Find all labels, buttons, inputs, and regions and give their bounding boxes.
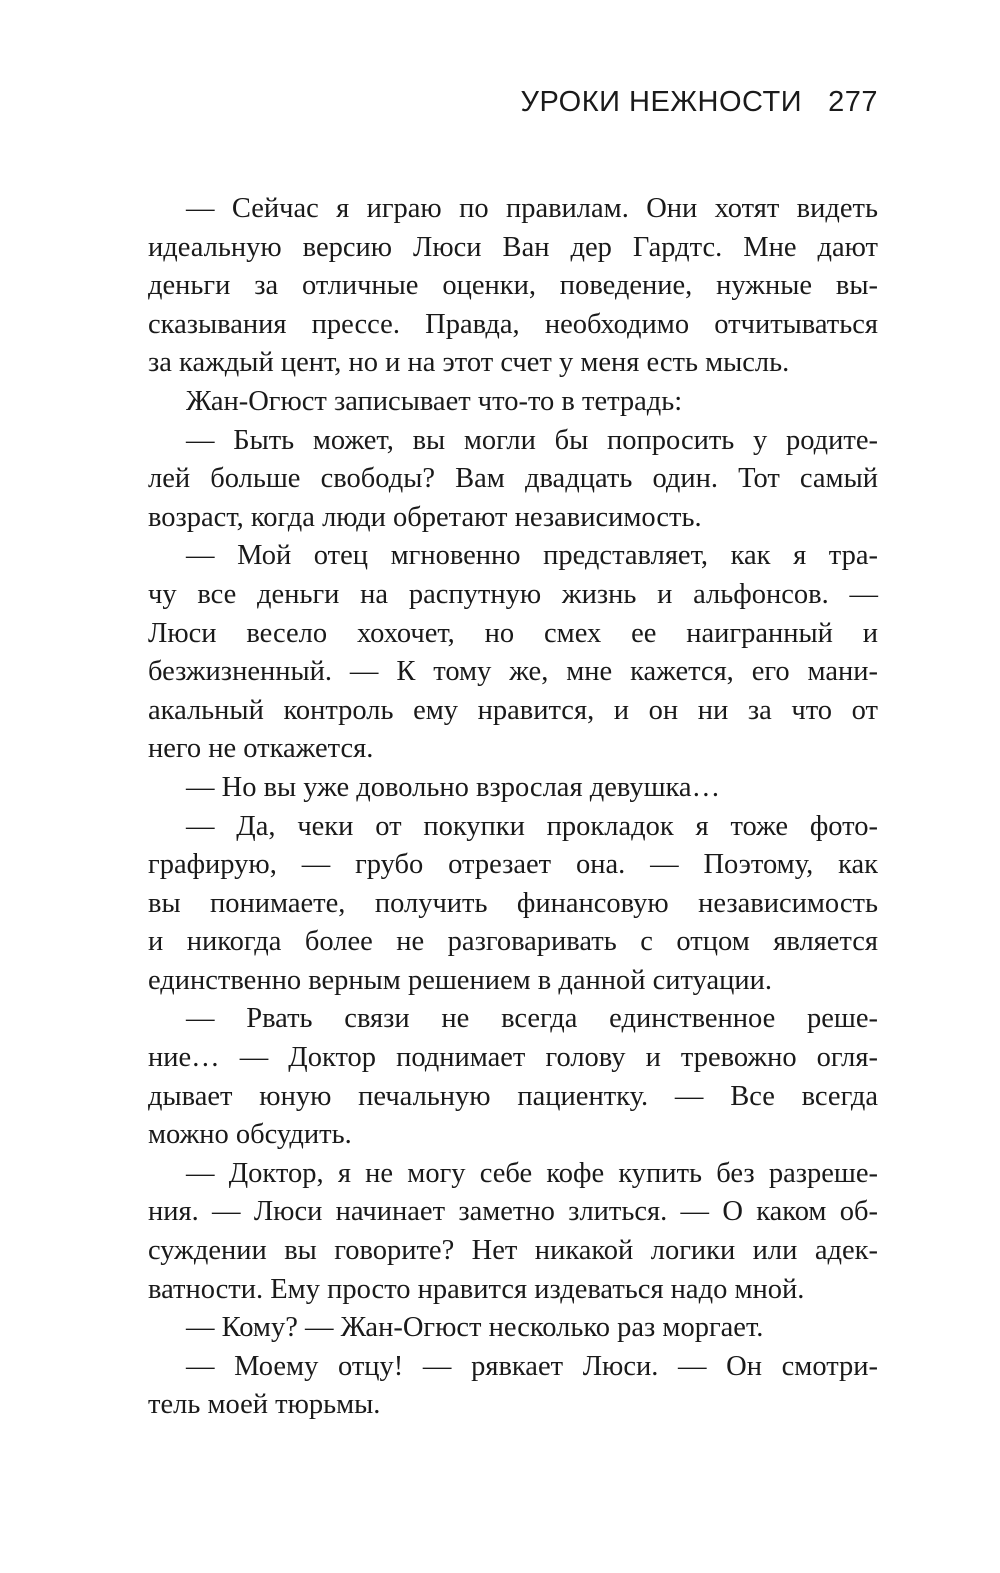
text-line: возраст, когда люди обретают независимость. xyxy=(148,501,702,533)
text-line: него не откажется. xyxy=(148,733,374,765)
text-line: — Кому? — Жан-Огюст несколько раз моргает. xyxy=(186,1312,764,1344)
text-line: — Мой отец мгновенно представляет, как я тра- xyxy=(186,540,878,572)
text-line: лей больше свободы? Вам двадцать один. Тот самый xyxy=(148,463,878,495)
text-line: ватности. Ему просто нравится издеваться надо мной. xyxy=(148,1273,805,1305)
text-line: и никогда более не разговаривать с отцом является xyxy=(148,926,878,958)
text-line: Жан-Огюст записывает что-то в тетрадь: xyxy=(186,385,683,417)
text-line: акальный контроль ему нравится, и он ни за что от xyxy=(148,694,878,726)
text-line: ния. — Люси начинает заметно злиться. — О каком об- xyxy=(148,1196,878,1228)
text-line: дывает юную печальную пациентку. — Все всегда xyxy=(148,1080,878,1112)
text-line: чу все деньги на распутную жизнь и альфонсов. — xyxy=(148,578,878,610)
text-line: можно обсудить. xyxy=(148,1119,352,1151)
running-head xyxy=(521,86,878,119)
text-line: идеальную версию Люси Ван дер Гардтс. Мне дают xyxy=(148,231,878,263)
text-line: за каждый цент, но и на этот счет у меня есть мысль. xyxy=(148,347,790,379)
text-line: — Рвать связи не всегда единственное реше- xyxy=(186,1003,878,1035)
text-line: ние… — Доктор поднимает голову и тревожно огля- xyxy=(148,1042,878,1074)
text-line: — Сейчас я играю по правилам. Они хотят видеть xyxy=(186,193,878,224)
chapter-title: УРОКИ НЕЖНОСТИ xyxy=(520,86,803,118)
page-number: 277 xyxy=(828,86,878,118)
text-line: Люси весело хохочет, но смех ее наигранный и xyxy=(148,617,878,649)
text-line: суждении вы говорите? Нет никакой логики или адек- xyxy=(148,1235,878,1267)
text-line: тель моей тюрьмы. xyxy=(148,1389,381,1421)
text-line: — Но вы уже довольно взрослая девушка… xyxy=(186,771,721,803)
text-line: — Быть может, вы могли бы попросить у родите- xyxy=(186,424,878,456)
text-line: сказывания прессе. Правда, необходимо отчитываться xyxy=(148,308,878,340)
text-line: единственно верным решением в данной ситуации. xyxy=(148,964,773,996)
text-line: вы понимаете, получить финансовую независимость xyxy=(148,887,878,919)
text-line: — Да, чеки от покупки прокладок я тоже фото- xyxy=(186,810,878,842)
body-text xyxy=(148,190,878,1425)
text-line: безжизненный. — К тому же, мне кажется, его мани- xyxy=(148,656,878,688)
text-line: — Доктор, я не могу себе кофе купить без разреше- xyxy=(186,1157,878,1189)
text-line: графирую, — грубо отрезает она. — Поэтому, как xyxy=(148,849,878,881)
text-line: деньги за отличные оценки, поведение, нужные вы- xyxy=(148,270,878,302)
text-line: — Моему отцу! — рявкает Люси. — Он смотри- xyxy=(186,1350,878,1382)
